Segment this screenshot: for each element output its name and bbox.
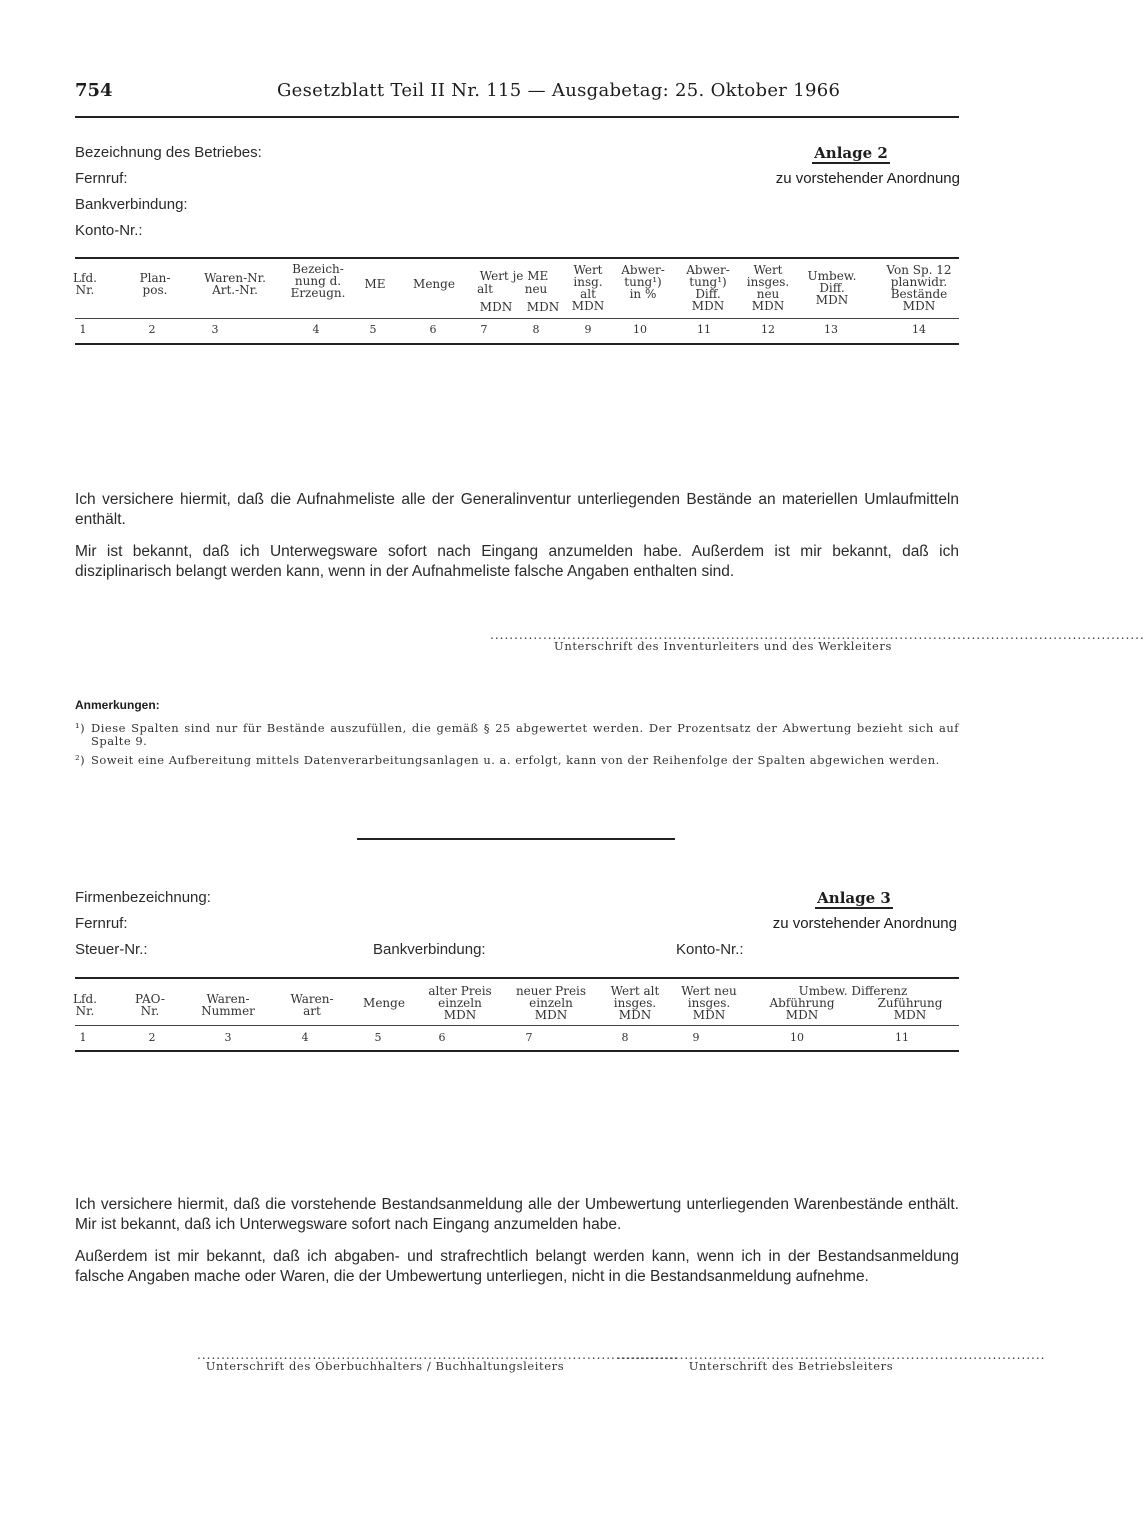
field-konto: Konto-Nr.:	[75, 222, 143, 239]
a3-colnum: 7	[525, 1031, 533, 1044]
a2-col-me: ME	[364, 277, 386, 291]
a2-colnum: 12	[761, 323, 775, 336]
field-firmenbezeichnung: Firmenbezeichnung:	[75, 889, 211, 906]
a2-col-bezeichnung: Bezeich- nung d. Erzeugn.	[290, 262, 346, 300]
a3-col-abfuehrung: Abführung MDN	[769, 996, 835, 1022]
field-bankverbindung: Bankverbindung:	[373, 941, 486, 958]
anlage3-signature-line-1: ....................................................................................................	[197, 1348, 679, 1362]
a3-colnum: 4	[301, 1031, 309, 1044]
a2-col-umbew-diff: Umbew. Diff. MDN	[807, 269, 857, 307]
field-bankverbindung: Bankverbindung:	[75, 196, 188, 213]
a2-col-mdn-alt: MDN	[479, 300, 513, 314]
a3-colnum: 11	[895, 1031, 909, 1044]
a3-col-alter-preis: alter Preis einzeln MDN	[428, 984, 492, 1022]
page-title: Gesetzblatt Teil II Nr. 115 — Ausgabetag: 25. Oktober 1966	[277, 80, 841, 101]
a3-colnum: 8	[621, 1031, 629, 1044]
a2-col-wert-insg-alt: Wert insg. alt MDN	[571, 263, 605, 313]
note-1-marker: ¹)	[75, 721, 86, 735]
field-bezeichnung: Bezeichnung des Betriebes:	[75, 144, 262, 161]
anlage3-paragraph-2: Außerdem ist mir bekannt, daß ich abgaben- und strafrechtlich belangt werden kann, wenn ich in der Bestandsanmeldung falsche Angaben mache oder Waren, die der Umbewertung unterliegen, nicht in die Bestandsanmeldung aufnehme.	[75, 1248, 959, 1285]
a3-colnum: 2	[148, 1031, 156, 1044]
a2-colnum: 11	[697, 323, 711, 336]
field-steuer-nr: Steuer-Nr.:	[75, 941, 148, 958]
a2-colnum: 9	[584, 323, 592, 336]
a2-col-warennr: Waren-Nr. Art.-Nr.	[204, 271, 266, 297]
anlage3-signature-label-2: Unterschrift des Betriebsleiters	[688, 1359, 894, 1373]
anlage3-signature-line-2: .........................................................................................	[617, 1348, 1046, 1362]
a2-colnum: 1	[79, 323, 87, 336]
section-divider	[357, 838, 675, 840]
anlage2-label-text: Anlage 2	[812, 144, 890, 164]
a3-colnum: 5	[374, 1031, 382, 1044]
note-2-marker: ²)	[75, 753, 86, 767]
note-1-text: Diese Spalten sind nur für Bestände auszufüllen, die gemäß § 25 abgewertet werden. Der Prozentsatz der Abwertung bezieht sich auf Spalte 9.	[91, 721, 959, 748]
a3-colnum: 9	[692, 1031, 700, 1044]
a2-colnum: 7	[480, 323, 488, 336]
page-number: 754	[75, 80, 113, 101]
a2-colnum: 14	[912, 323, 926, 336]
anlage2-subtitle: zu vorstehender Anordnung	[775, 170, 960, 187]
anlage3-table-separator	[75, 1025, 959, 1026]
a2-colnum: 10	[633, 323, 647, 336]
a2-col-abwertung-diff: Abwer- tung¹) Diff. MDN	[686, 263, 730, 313]
a2-colnum: 2	[148, 323, 156, 336]
a2-col-planwidr: Von Sp. 12 planwidr. Bestände MDN	[886, 263, 952, 313]
a2-col-wert-je-me: Wert je ME	[479, 269, 549, 283]
a3-col-wert-neu: Wert neu insges. MDN	[681, 984, 737, 1022]
a3-col-wert-alt: Wert alt insges. MDN	[610, 984, 660, 1022]
notes-title: Anmerkungen:	[75, 698, 160, 712]
a2-col-planpos: Plan- pos.	[139, 271, 171, 297]
a3-colnum: 3	[224, 1031, 232, 1044]
a2-colnum: 5	[369, 323, 377, 336]
a3-col-warennummer: Waren- Nummer	[201, 992, 255, 1018]
note-2-text: Soweit eine Aufbereitung mittels Datenverarbeitungsanlagen u. a. erfolgt, kann von der Reihenfolge der Spalten abgewichen werden.	[91, 753, 940, 767]
anlage3-label	[815, 889, 893, 909]
a2-col-wert-insges-neu: Wert insges. neu MDN	[746, 263, 790, 313]
field-konto: Konto-Nr.:	[676, 941, 744, 958]
anlage2-paragraph-2: Mir ist bekannt, daß ich Unterwegsware sofort nach Eingang anzumelden habe. Außerdem ist mir bekannt, daß ich disziplinarisch belangt werden kann, wenn in der Aufnahmeliste falsche Angaben enthalten sind.	[75, 543, 959, 580]
a2-colnum: 4	[312, 323, 320, 336]
a2-col-abwertung-prozent: Abwer- tung¹) in %	[621, 263, 665, 301]
anlage2-paragraph-1: Ich versichere hiermit, daß die Aufnahmeliste alle der Generalinventur unterliegenden Bestände an materiellen Umlaufmitteln enthält.	[75, 491, 959, 528]
note-2	[75, 754, 959, 767]
a2-col-wert-neu: neu	[524, 282, 548, 296]
a3-colnum: 6	[438, 1031, 446, 1044]
a3-col-pao: PAO- Nr.	[135, 992, 165, 1018]
a3-col-lfd: Lfd. Nr.	[73, 992, 97, 1018]
anlage3-signature-label-1: Unterschrift des Oberbuchhalters / Buchhaltungsleiters	[205, 1359, 565, 1373]
a2-colnum: 13	[824, 323, 838, 336]
anlage2-table-separator	[75, 318, 959, 319]
a2-colnum: 6	[429, 323, 437, 336]
a3-col-menge: Menge	[363, 996, 405, 1010]
anlage3-paragraph-1: Ich versichere hiermit, daß die vorstehende Bestandsanmeldung alle der Umbewertung unterliegenden Warenbestände enthält. Mir ist bekannt, daß ich Unterwegsware sofort nach Eingang anzumelden habe.	[75, 1196, 959, 1233]
page-header	[75, 80, 959, 118]
a3-colnum: 10	[790, 1031, 804, 1044]
note-1	[75, 722, 959, 748]
anlage2-label	[812, 144, 890, 164]
anlage2-signature-line: ........................................................................................................................................	[490, 628, 1145, 642]
a2-col-wert-alt: alt	[477, 282, 493, 296]
a2-colnum: 8	[532, 323, 540, 336]
a2-col-menge: Menge	[413, 277, 455, 291]
a3-col-warenart: Waren- art	[290, 992, 334, 1018]
a2-colnum: 3	[211, 323, 219, 336]
a2-col-mdn-neu: MDN	[526, 300, 560, 314]
anlage3-label-text: Anlage 3	[815, 889, 893, 909]
anlage2-signature-label: Unterschrift des Inventurleiters und des Werkleiters	[554, 639, 892, 653]
a3-col-zufuehrung: Zuführung MDN	[877, 996, 943, 1022]
field-fernruf: Fernruf:	[75, 915, 128, 932]
a3-col-neuer-preis: neuer Preis einzeln MDN	[515, 984, 587, 1022]
a3-colnum: 1	[79, 1031, 87, 1044]
field-fernruf: Fernruf:	[75, 170, 128, 187]
anlage3-subtitle: zu vorstehender Anordnung	[772, 915, 957, 932]
a2-col-lfd: Lfd. Nr.	[73, 271, 97, 297]
a3-col-umbew-differenz: Umbew. Differenz	[798, 984, 908, 998]
